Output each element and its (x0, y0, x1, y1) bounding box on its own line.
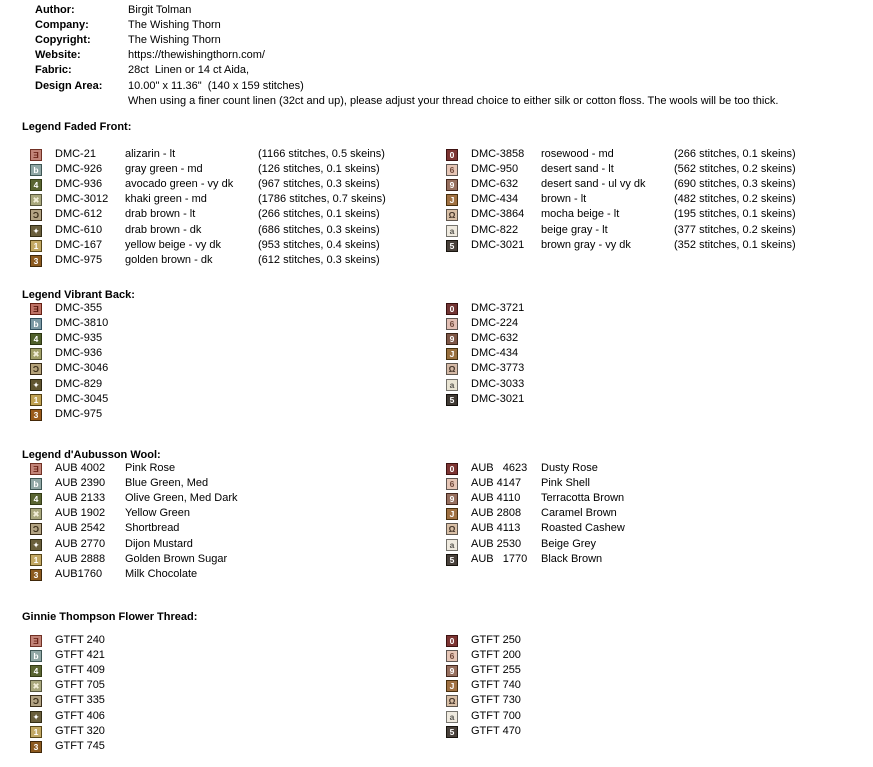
symbol-swatch-e3: Ǝ (30, 149, 42, 161)
symbol-swatch-x: ✖ (30, 680, 42, 692)
thread-code: DMC-3858 (471, 147, 525, 160)
symbol-swatch-0: 0 (446, 635, 458, 647)
thread-code: AUB 2770 (55, 537, 106, 550)
thread-code: GTFT 740 (471, 679, 521, 692)
header-row (35, 19, 221, 33)
thread-color-name: khaki green - md (125, 193, 207, 206)
thread-color-name: beige gray - lt (541, 223, 608, 236)
symbol-swatch-e3: Ǝ (30, 463, 42, 475)
symbol-swatch-J: J (446, 348, 458, 360)
symbol-swatch-6: 6 (446, 478, 458, 490)
symbol-swatch-b: b (30, 478, 42, 490)
thread-code: AUB 4623 (471, 461, 528, 474)
thread-code: DMC-355 (55, 301, 103, 314)
stitch-count: (562 stitches, 0.2 skeins) (674, 162, 796, 175)
symbol-swatch-0: 0 (446, 463, 458, 475)
thread-code: DMC-224 (471, 316, 519, 329)
thread-color-name: brown - lt (541, 193, 587, 206)
legend-row (446, 491, 674, 506)
legend-row (30, 694, 258, 709)
legend-row (446, 392, 674, 407)
symbol-swatch-5: 5 (446, 240, 458, 252)
legend-row (446, 362, 674, 377)
legend-row (446, 724, 674, 739)
legend-row (446, 223, 796, 238)
symbol-swatch-9: 9 (446, 179, 458, 191)
thread-code: GTFT 320 (55, 724, 105, 737)
symbol-swatch-c: Ɔ (30, 363, 42, 375)
thread-code: DMC-936 (55, 178, 103, 191)
stitch-count: (352 stitches, 0.1 skeins) (674, 238, 796, 251)
thread-code: DMC-3021 (471, 392, 525, 405)
thread-color-name: Roasted Cashew (541, 522, 625, 535)
legend-row (30, 193, 386, 208)
fabric-note: When using a finer count linen (32ct and up), please adjust your thread choice to either silk or cotton floss. The wools will be too thick. (128, 94, 779, 107)
symbol-swatch-1: 1 (30, 726, 42, 738)
legend-row (446, 648, 674, 663)
symbol-swatch-omega: Ω (446, 695, 458, 707)
legend-row (30, 567, 258, 582)
legend-column-right (446, 301, 674, 407)
thread-color-name: Golden Brown Sugar (125, 552, 228, 565)
symbol-swatch-x: ✖ (30, 508, 42, 520)
legend-column-right (446, 147, 796, 253)
symbol-swatch-c: Ɔ (30, 695, 42, 707)
thread-code: GTFT 700 (471, 709, 521, 722)
stitch-count: (686 stitches, 0.3 skeins) (258, 223, 380, 236)
legend-row (30, 223, 386, 238)
symbol-swatch-J: J (446, 680, 458, 692)
legend-row (30, 679, 258, 694)
legend-row (446, 238, 796, 253)
thread-code: DMC-632 (471, 178, 519, 191)
stitch-count: (1166 stitches, 0.5 skeins) (258, 147, 385, 160)
symbol-swatch-1: 1 (30, 394, 42, 406)
thread-color-name: Yellow Green (125, 507, 191, 520)
stitch-count: (377 stitches, 0.2 skeins) (674, 223, 796, 236)
thread-code: DMC-822 (471, 223, 519, 236)
symbol-swatch-a: a (446, 539, 458, 551)
header-field-label: Website: (35, 49, 81, 62)
thread-color-name: Blue Green, Med (125, 476, 209, 489)
legend-row (30, 552, 258, 567)
thread-code: DMC-610 (55, 223, 103, 236)
legend-section-title: Legend Vibrant Back: (22, 289, 135, 301)
header-field-label: Company: (35, 19, 89, 32)
thread-code: GTFT 730 (471, 694, 521, 707)
legend-column-right (446, 461, 674, 567)
thread-color-name: Pink Shell (541, 476, 590, 489)
symbol-swatch-9: 9 (446, 493, 458, 505)
legend-row (446, 507, 674, 522)
symbol-swatch-a: a (446, 225, 458, 237)
thread-code: AUB 2808 (471, 507, 522, 520)
thread-code: AUB 4147 (471, 476, 522, 489)
symbol-swatch-6: 6 (446, 318, 458, 330)
legend-row (446, 522, 674, 537)
legend-row (30, 377, 258, 392)
symbol-swatch-9: 9 (446, 665, 458, 677)
symbol-swatch-3: 3 (30, 409, 42, 421)
thread-code: DMC-612 (55, 208, 103, 221)
thread-code: DMC-935 (55, 332, 103, 345)
legend-row (446, 663, 674, 678)
thread-code: GTFT 705 (55, 679, 105, 692)
thread-code: DMC-632 (471, 332, 519, 345)
legend-section-title: Legend d'Aubusson Wool: (22, 449, 161, 461)
thread-code: DMC-950 (471, 162, 519, 175)
symbol-swatch-J: J (446, 508, 458, 520)
thread-code: AUB 2888 (55, 552, 106, 565)
thread-code: AUB 2542 (55, 522, 106, 535)
stitch-count: (967 stitches, 0.3 skeins) (258, 178, 380, 191)
thread-code: GTFT 470 (471, 724, 521, 737)
thread-color-name: Terracotta Brown (541, 492, 625, 505)
thread-code: DMC-3864 (471, 208, 525, 221)
symbol-swatch-b: b (30, 650, 42, 662)
thread-code: AUB 2530 (471, 537, 522, 550)
legend-row (446, 537, 674, 552)
thread-color-name: yellow beige - vy dk (125, 238, 221, 251)
thread-code: AUB 4002 (55, 461, 106, 474)
legend-row (30, 724, 258, 739)
legend-row (30, 663, 258, 678)
symbol-swatch-star: ✦ (30, 711, 42, 723)
legend-row (30, 407, 258, 422)
thread-color-name: desert sand - lt (541, 162, 614, 175)
legend-row (446, 208, 796, 223)
symbol-swatch-1: 1 (30, 554, 42, 566)
thread-code: AUB 1902 (55, 507, 106, 520)
symbol-swatch-4: 4 (30, 333, 42, 345)
header-row (35, 4, 191, 18)
thread-color-name: Caramel Brown (541, 507, 617, 520)
thread-code: DMC-975 (55, 408, 103, 421)
stitch-count: (1786 stitches, 0.7 skeins) (258, 193, 386, 206)
legend-column-right (446, 633, 674, 739)
header-field-value: 28ct Linen or 14 ct Aida, (128, 64, 250, 77)
legend-row (30, 331, 258, 346)
thread-color-name: Pink Rose (125, 461, 176, 474)
thread-code: DMC-434 (471, 193, 519, 206)
thread-color-name: drab brown - lt (125, 208, 196, 221)
thread-code: DMC-829 (55, 377, 103, 390)
thread-color-name: mocha beige - lt (541, 208, 620, 221)
thread-color-name: Milk Chocolate (125, 568, 198, 581)
legend-row (446, 679, 674, 694)
legend-row (446, 316, 674, 331)
header-field-label: Fabric: (35, 64, 72, 77)
legend-row (446, 162, 796, 177)
header-field-value: The Wishing Thorn (128, 34, 221, 47)
legend-row (446, 177, 796, 192)
thread-code: GTFT 250 (471, 633, 521, 646)
legend-row (30, 347, 258, 362)
legend-row (446, 633, 674, 648)
symbol-swatch-5: 5 (446, 394, 458, 406)
thread-color-name: desert sand - ul vy dk (541, 178, 646, 191)
symbol-swatch-c: Ɔ (30, 523, 42, 535)
thread-code: DMC-167 (55, 238, 103, 251)
thread-code: DMC-3046 (55, 362, 109, 375)
thread-code: GTFT 745 (55, 740, 105, 753)
thread-code: DMC-3033 (471, 377, 525, 390)
stitch-count: (482 stitches, 0.2 skeins) (674, 193, 796, 206)
symbol-swatch-0: 0 (446, 303, 458, 315)
symbol-swatch-5: 5 (446, 726, 458, 738)
legend-row (30, 301, 258, 316)
legend-row (30, 162, 386, 177)
legend-row (446, 331, 674, 346)
symbol-swatch-a: a (446, 379, 458, 391)
header-row (35, 49, 265, 63)
symbol-swatch-6: 6 (446, 650, 458, 662)
symbol-swatch-omega: Ω (446, 523, 458, 535)
symbol-swatch-c: Ɔ (30, 209, 42, 221)
thread-code: DMC-434 (471, 347, 519, 360)
symbol-swatch-b: b (30, 318, 42, 330)
thread-code: DMC-3721 (471, 301, 525, 314)
header-field-label: Copyright: (35, 34, 91, 47)
symbol-swatch-e3: Ǝ (30, 635, 42, 647)
thread-code: DMC-3773 (471, 362, 525, 375)
symbol-swatch-3: 3 (30, 255, 42, 267)
legend-row (30, 177, 386, 192)
symbol-swatch-0: 0 (446, 149, 458, 161)
symbol-swatch-5: 5 (446, 554, 458, 566)
thread-code: GTFT 421 (55, 648, 105, 661)
symbol-swatch-b: b (30, 164, 42, 176)
legend-row (30, 507, 258, 522)
thread-code: GTFT 409 (55, 664, 105, 677)
legend-row (30, 316, 258, 331)
legend-row (446, 709, 674, 724)
symbol-swatch-x: ✖ (30, 348, 42, 360)
legend-row (30, 633, 258, 648)
header-field-value: The Wishing Thorn (128, 19, 221, 32)
symbol-swatch-a: a (446, 711, 458, 723)
thread-color-name: Olive Green, Med Dark (125, 492, 238, 505)
thread-code: DMC-3012 (55, 193, 109, 206)
legend-row (446, 694, 674, 709)
legend-row (30, 522, 258, 537)
header-row (35, 34, 221, 48)
symbol-swatch-e3: Ǝ (30, 303, 42, 315)
symbol-swatch-4: 4 (30, 665, 42, 677)
thread-code: DMC-975 (55, 254, 103, 267)
legend-column-left (30, 147, 386, 269)
thread-code: DMC-3810 (55, 316, 109, 329)
legend-section-title: Ginnie Thompson Flower Thread: (22, 611, 198, 623)
legend-row (30, 709, 258, 724)
legend-row (30, 238, 386, 253)
legend-column-left (30, 301, 258, 423)
thread-color-name: gray green - md (125, 162, 203, 175)
legend-row (446, 193, 796, 208)
thread-code: GTFT 406 (55, 709, 105, 722)
symbol-swatch-star: ✦ (30, 225, 42, 237)
thread-color-name: brown gray - vy dk (541, 238, 631, 251)
thread-code: AUB 4110 (471, 492, 521, 505)
stitch-count: (195 stitches, 0.1 skeins) (674, 208, 796, 221)
legend-row (446, 461, 674, 476)
legend-row (30, 648, 258, 663)
thread-color-name: Dusty Rose (541, 461, 598, 474)
legend-row (30, 208, 386, 223)
thread-code: GTFT 200 (471, 648, 521, 661)
thread-code: DMC-926 (55, 162, 103, 175)
legend-column-left (30, 633, 258, 755)
stitch-count: (612 stitches, 0.3 skeins) (258, 254, 380, 267)
legend-row (30, 392, 258, 407)
thread-color-name: Shortbread (125, 522, 180, 535)
header-field-value: Birgit Tolman (128, 4, 192, 16)
symbol-swatch-3: 3 (30, 741, 42, 753)
symbol-swatch-3: 3 (30, 569, 42, 581)
thread-code: AUB 2390 (55, 476, 106, 489)
header-field-value: 10.00" x 11.36" (140 x 159 stitches) (128, 79, 304, 92)
symbol-swatch-4: 4 (30, 179, 42, 191)
stitch-count: (953 stitches, 0.4 skeins) (258, 238, 380, 251)
symbol-swatch-1: 1 (30, 240, 42, 252)
legend-row (30, 476, 258, 491)
symbol-swatch-4: 4 (30, 493, 42, 505)
stitch-count: (690 stitches, 0.3 skeins) (674, 178, 796, 191)
legend-row (30, 739, 258, 754)
thread-code: DMC-3021 (471, 238, 525, 251)
header-field-label: Author: (35, 4, 75, 16)
legend-section-title: Legend Faded Front: (22, 121, 132, 133)
legend-row (30, 362, 258, 377)
legend-row (30, 537, 258, 552)
thread-code: AUB 2133 (55, 492, 106, 505)
legend-row (30, 491, 258, 506)
stitch-count: (266 stitches, 0.1 skeins) (258, 208, 380, 221)
legend-row (446, 552, 674, 567)
thread-color-name: Black Brown (541, 552, 603, 565)
thread-code: GTFT 255 (471, 664, 521, 677)
thread-code: DMC-936 (55, 347, 103, 360)
legend-row (30, 461, 258, 476)
thread-color-name: Beige Grey (541, 537, 597, 550)
legend-row (446, 377, 674, 392)
thread-code: DMC-3045 (55, 392, 109, 405)
thread-color-name: avocado green - vy dk (125, 178, 234, 191)
symbol-swatch-J: J (446, 194, 458, 206)
stitch-count: (126 stitches, 0.1 skeins) (258, 162, 380, 175)
legend-row (446, 347, 674, 362)
symbol-swatch-omega: Ω (446, 209, 458, 221)
symbol-swatch-x: ✖ (30, 194, 42, 206)
symbol-swatch-9: 9 (446, 333, 458, 345)
thread-color-name: drab brown - dk (125, 223, 202, 236)
header-field-label: Design Area: (35, 79, 103, 92)
thread-code: AUB 1770 (471, 552, 528, 565)
thread-color-name: Dijon Mustard (125, 537, 193, 550)
website-url: https://thewishingthorn.com/ (128, 49, 265, 62)
header-row (35, 64, 249, 78)
thread-code: AUB1760 (55, 568, 103, 581)
legend-column-left (30, 461, 258, 583)
legend-row (30, 253, 386, 268)
thread-color-name: rosewood - md (541, 147, 614, 160)
thread-code: GTFT 335 (55, 694, 105, 707)
symbol-swatch-star: ✦ (30, 379, 42, 391)
thread-code: DMC-21 (55, 147, 96, 160)
symbol-swatch-star: ✦ (30, 539, 42, 551)
legend-row (446, 147, 796, 162)
thread-code: AUB 4113 (471, 522, 521, 535)
legend-row (446, 301, 674, 316)
legend-row (446, 476, 674, 491)
symbol-swatch-6: 6 (446, 164, 458, 176)
stitch-count: (266 stitches, 0.1 skeins) (674, 147, 796, 160)
legend-row (30, 147, 386, 162)
symbol-swatch-omega: Ω (446, 363, 458, 375)
thread-color-name: golden brown - dk (125, 254, 213, 267)
thread-code: GTFT 240 (55, 633, 105, 646)
thread-color-name: alizarin - lt (125, 147, 176, 160)
header-row (35, 80, 304, 94)
